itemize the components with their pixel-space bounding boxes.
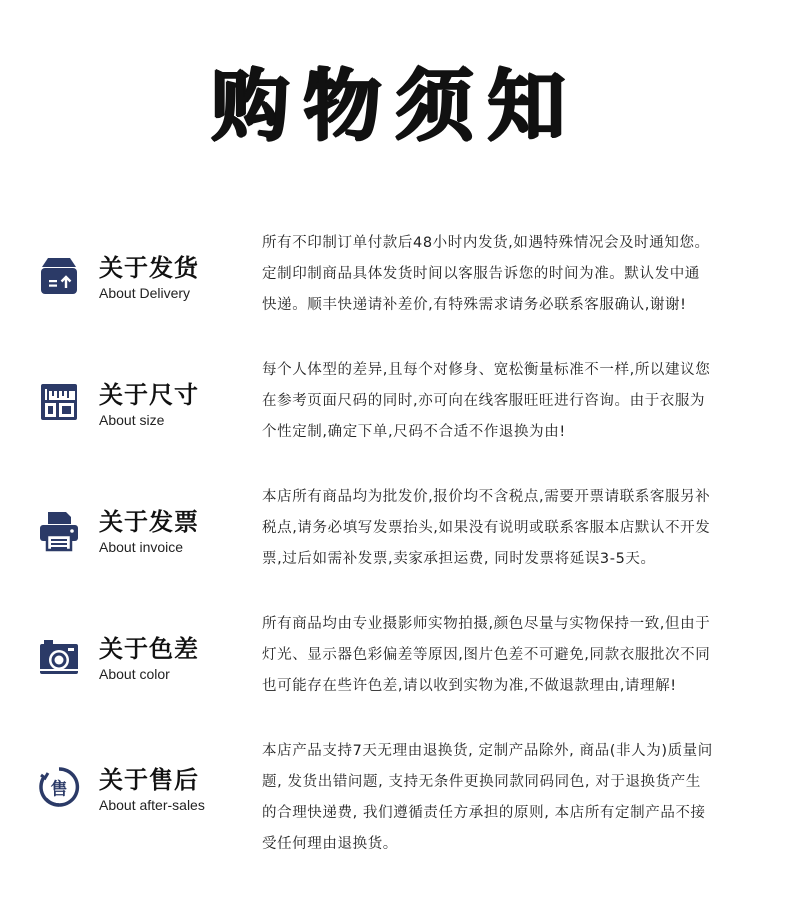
after-sales-icon — [38, 766, 80, 808]
ruler-icon — [38, 381, 80, 423]
section-text: 所有不印制订单付款后48小时内发货,如遇特殊情况会及时通知您。 定制印制商品具体发货时间以客服告诉您的时间为准。默认发中通 快递。顺丰快递请补差价,有特殊需求请务必联系客服确认,谢谢! — [262, 235, 710, 313]
section-title-cn: 关于发货 — [99, 254, 199, 282]
section-title-cn: 关于发票 — [99, 508, 199, 536]
section-title-cn: 关于售后 — [99, 766, 199, 794]
section-text: 本店产品支持7天无理由退换货, 定制产品除外, 商品(非人为)质量问 题, 发货出错问题, 支持无条件更换同款同码同色, 对于退换货产生 的合理快递费, 我们遵循责任方承担的原则, 本店所有定制产品不接 受任何理由退换货。 — [262, 743, 713, 852]
page-title: 购物须知 — [210, 62, 579, 152]
section-title-en: About invoice — [99, 539, 184, 555]
section-title-en: About color — [99, 666, 170, 682]
printer-icon — [38, 510, 80, 552]
section-title-en: About size — [99, 412, 165, 428]
section-title-cn: 关于色差 — [99, 635, 199, 663]
section-title-cn: 关于尺寸 — [99, 381, 199, 409]
delivery-box-icon — [38, 255, 80, 297]
section-title-en: About after-sales — [99, 797, 205, 813]
section-text: 本店所有商品均为批发价,报价均不含税点,需要开票请联系客服另补 税点,请务必填写发票抬头,如果没有说明或联系客服本店默认不开发 票,过后如需补发票,卖家承担运费, 同时发票将延误3-5天。 — [262, 489, 711, 567]
section-text: 每个人体型的差异,且每个对修身、宽松衡量标准不一样,所以建议您 在参考页面尺码的同时,亦可向在线客服旺旺进行咨询。由于衣服为 个性定制,确定下单,尺码不合适不作退换为由! — [262, 362, 711, 440]
camera-icon — [38, 636, 80, 678]
section-text: 所有商品均由专业摄影师实物拍摄,颜色尽量与实物保持一致,但由于 灯光、显示器色彩偏差等原因,图片色差不可避免,同款衣服批次不同 也可能存在些许色差,请以收到实物为准,不做退款理由,请理解! — [262, 616, 711, 694]
after-sales-icon-text: 售 — [50, 779, 68, 800]
section-title-en: About Delivery — [99, 285, 191, 301]
